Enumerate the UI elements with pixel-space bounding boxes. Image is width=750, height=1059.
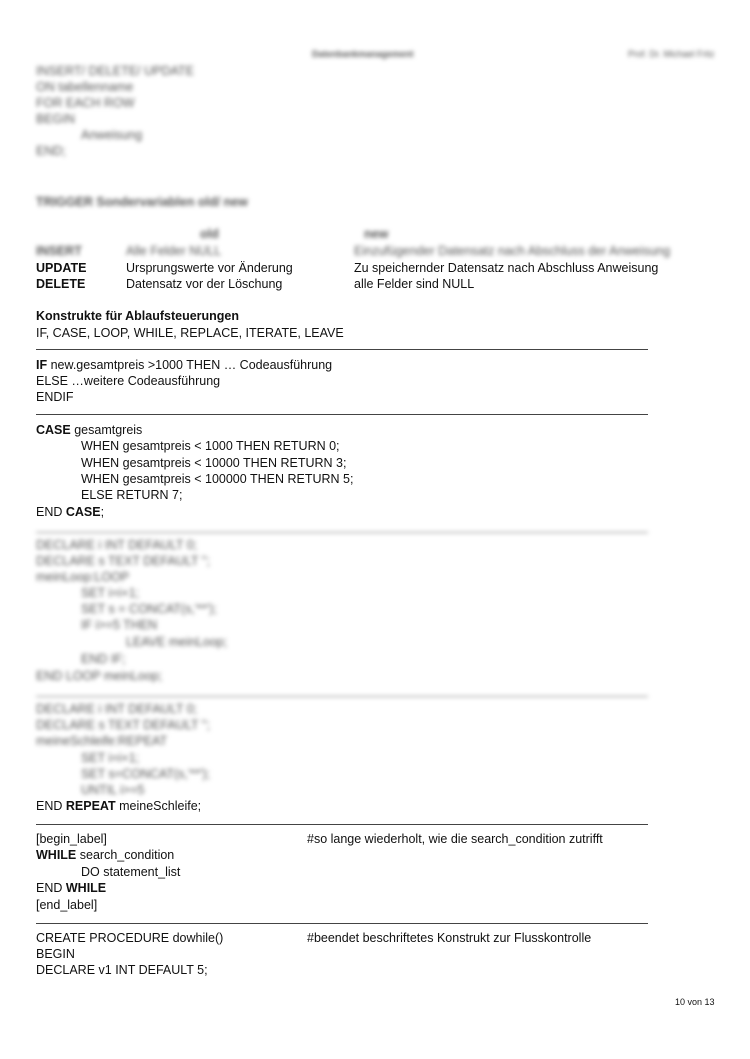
while-keyword: WHILE bbox=[36, 848, 77, 862]
if-line bbox=[36, 357, 332, 373]
loop-line: DECLARE i INT DEFAULT 0; bbox=[36, 538, 198, 552]
while-end-line bbox=[36, 880, 106, 896]
while-do-line: DO statement_list bbox=[81, 865, 181, 879]
trigger-vars-col-new: new bbox=[364, 227, 389, 241]
trigger-row-op: INSERT bbox=[36, 244, 82, 258]
loop-line: SET i=i+1; bbox=[81, 586, 140, 600]
case-keyword: CASE bbox=[36, 423, 71, 437]
trigger-row-op: DELETE bbox=[36, 277, 86, 291]
if-keyword: IF bbox=[36, 358, 48, 372]
case-end-suffix: ; bbox=[100, 505, 105, 519]
case-line: WHEN gesamtpreis < 100000 THEN RETURN 5; bbox=[81, 472, 354, 486]
case-end-line bbox=[36, 504, 104, 520]
loop-line: END IF; bbox=[81, 652, 126, 666]
repeat-end-suffix: meineSchleife; bbox=[115, 799, 202, 813]
if-end-line: ENDIF bbox=[36, 390, 74, 404]
case-line: ELSE RETURN 7; bbox=[81, 488, 183, 502]
loop-line: LEAVE meinLoop; bbox=[126, 635, 228, 649]
trigger-row-op: UPDATE bbox=[36, 261, 87, 275]
case-end-keyword: CASE bbox=[65, 505, 101, 519]
trigger-syntax-line: BEGIN bbox=[36, 112, 75, 126]
while-condition: search_condition bbox=[76, 848, 175, 862]
separator-line bbox=[36, 923, 648, 924]
if-else-line: ELSE …weitere Codeausführung bbox=[36, 374, 221, 388]
loop-line: meinLoop:LOOP bbox=[36, 570, 130, 584]
repeat-end-line bbox=[36, 798, 201, 814]
proc-comment: #beendet beschriftetes Konstrukt zur Flusskontrolle bbox=[307, 931, 592, 945]
proc-line: CREATE PROCEDURE dowhile() bbox=[36, 931, 224, 945]
separator-line bbox=[36, 824, 648, 825]
separator-line bbox=[36, 532, 648, 533]
separator-line bbox=[36, 349, 648, 350]
trigger-syntax-line: Anweisung bbox=[81, 128, 143, 142]
while-begin-label: [begin_label] bbox=[36, 832, 107, 846]
konstrukte-list: IF, CASE, LOOP, WHILE, REPLACE, ITERATE, LEAVE bbox=[36, 326, 344, 340]
separator-line bbox=[36, 696, 648, 697]
while-end-label: [end_label] bbox=[36, 898, 98, 912]
repeat-line: SET s=CONCAT(s,'**'); bbox=[81, 767, 210, 781]
trigger-syntax-line: FOR EACH ROW bbox=[36, 96, 135, 110]
proc-line: BEGIN bbox=[36, 947, 75, 961]
while-comment: #so lange wiederholt, wie die search_condition zutrifft bbox=[307, 832, 603, 846]
trigger-row-new: Einzufügender Datensatz nach Abschluss der Anweisung bbox=[354, 244, 671, 258]
trigger-syntax-line: END; bbox=[36, 144, 66, 158]
konstrukte-title: Konstrukte für Ablaufsteuerungen bbox=[36, 309, 240, 323]
case-line: WHEN gesamtpreis < 1000 THEN RETURN 0; bbox=[81, 439, 340, 453]
trigger-syntax-line: INSERT/ DELETE/ UPDATE bbox=[36, 64, 194, 78]
repeat-end-keyword: REPEAT bbox=[65, 799, 116, 813]
case-expression: gesamtgreis bbox=[70, 423, 143, 437]
repeat-line: SET i=i+1; bbox=[81, 751, 140, 765]
loop-line: SET s = CONCAT(s,'**'); bbox=[81, 602, 217, 616]
separator-line bbox=[36, 414, 648, 415]
repeat-line: meineSchleife:REPEAT bbox=[36, 734, 168, 748]
while-end-prefix: END bbox=[36, 881, 66, 895]
proc-line: DECLARE v1 INT DEFAULT 5; bbox=[36, 963, 208, 977]
repeat-line: DECLARE i INT DEFAULT 0; bbox=[36, 702, 198, 716]
while-head-line bbox=[36, 847, 174, 863]
if-condition: new.gesamtpreis >1000 THEN … Codeausführung bbox=[47, 358, 333, 372]
trigger-syntax-line: ON tabellenname bbox=[36, 80, 134, 94]
case-head-line bbox=[36, 422, 142, 438]
repeat-line: UNTIL i>=5 bbox=[81, 783, 145, 797]
repeat-line: DECLARE s TEXT DEFAULT ''; bbox=[36, 718, 211, 732]
trigger-row-old: Ursprungswerte vor Änderung bbox=[126, 261, 293, 275]
case-line: WHEN gesamtpreis < 10000 THEN RETURN 3; bbox=[81, 456, 347, 470]
page-header-author: Prof. Dr. Michael Fritz bbox=[628, 49, 715, 59]
trigger-vars-title: TRIGGER Sondervariablen old/ new bbox=[36, 195, 248, 209]
loop-line: DECLARE s TEXT DEFAULT ''; bbox=[36, 554, 211, 568]
case-end-prefix: END bbox=[36, 505, 66, 519]
trigger-row-old: Datensatz vor der Löschung bbox=[126, 277, 283, 291]
page-header-title: Datenbankmanagement bbox=[312, 49, 414, 59]
trigger-row-new: Zu speichernder Datensatz nach Abschluss Anweisung bbox=[354, 261, 659, 275]
loop-line: END LOOP meinLoop; bbox=[36, 669, 163, 683]
trigger-row-new: alle Felder sind NULL bbox=[354, 277, 475, 291]
while-end-keyword: WHILE bbox=[65, 881, 107, 895]
trigger-vars-col-old: old bbox=[200, 227, 219, 241]
trigger-row-old: Alle Felder NULL bbox=[126, 244, 222, 258]
page-number: 10 von 13 bbox=[675, 997, 715, 1007]
loop-line: IF i>=5 THEN bbox=[81, 618, 158, 632]
repeat-end-prefix: END bbox=[36, 799, 66, 813]
